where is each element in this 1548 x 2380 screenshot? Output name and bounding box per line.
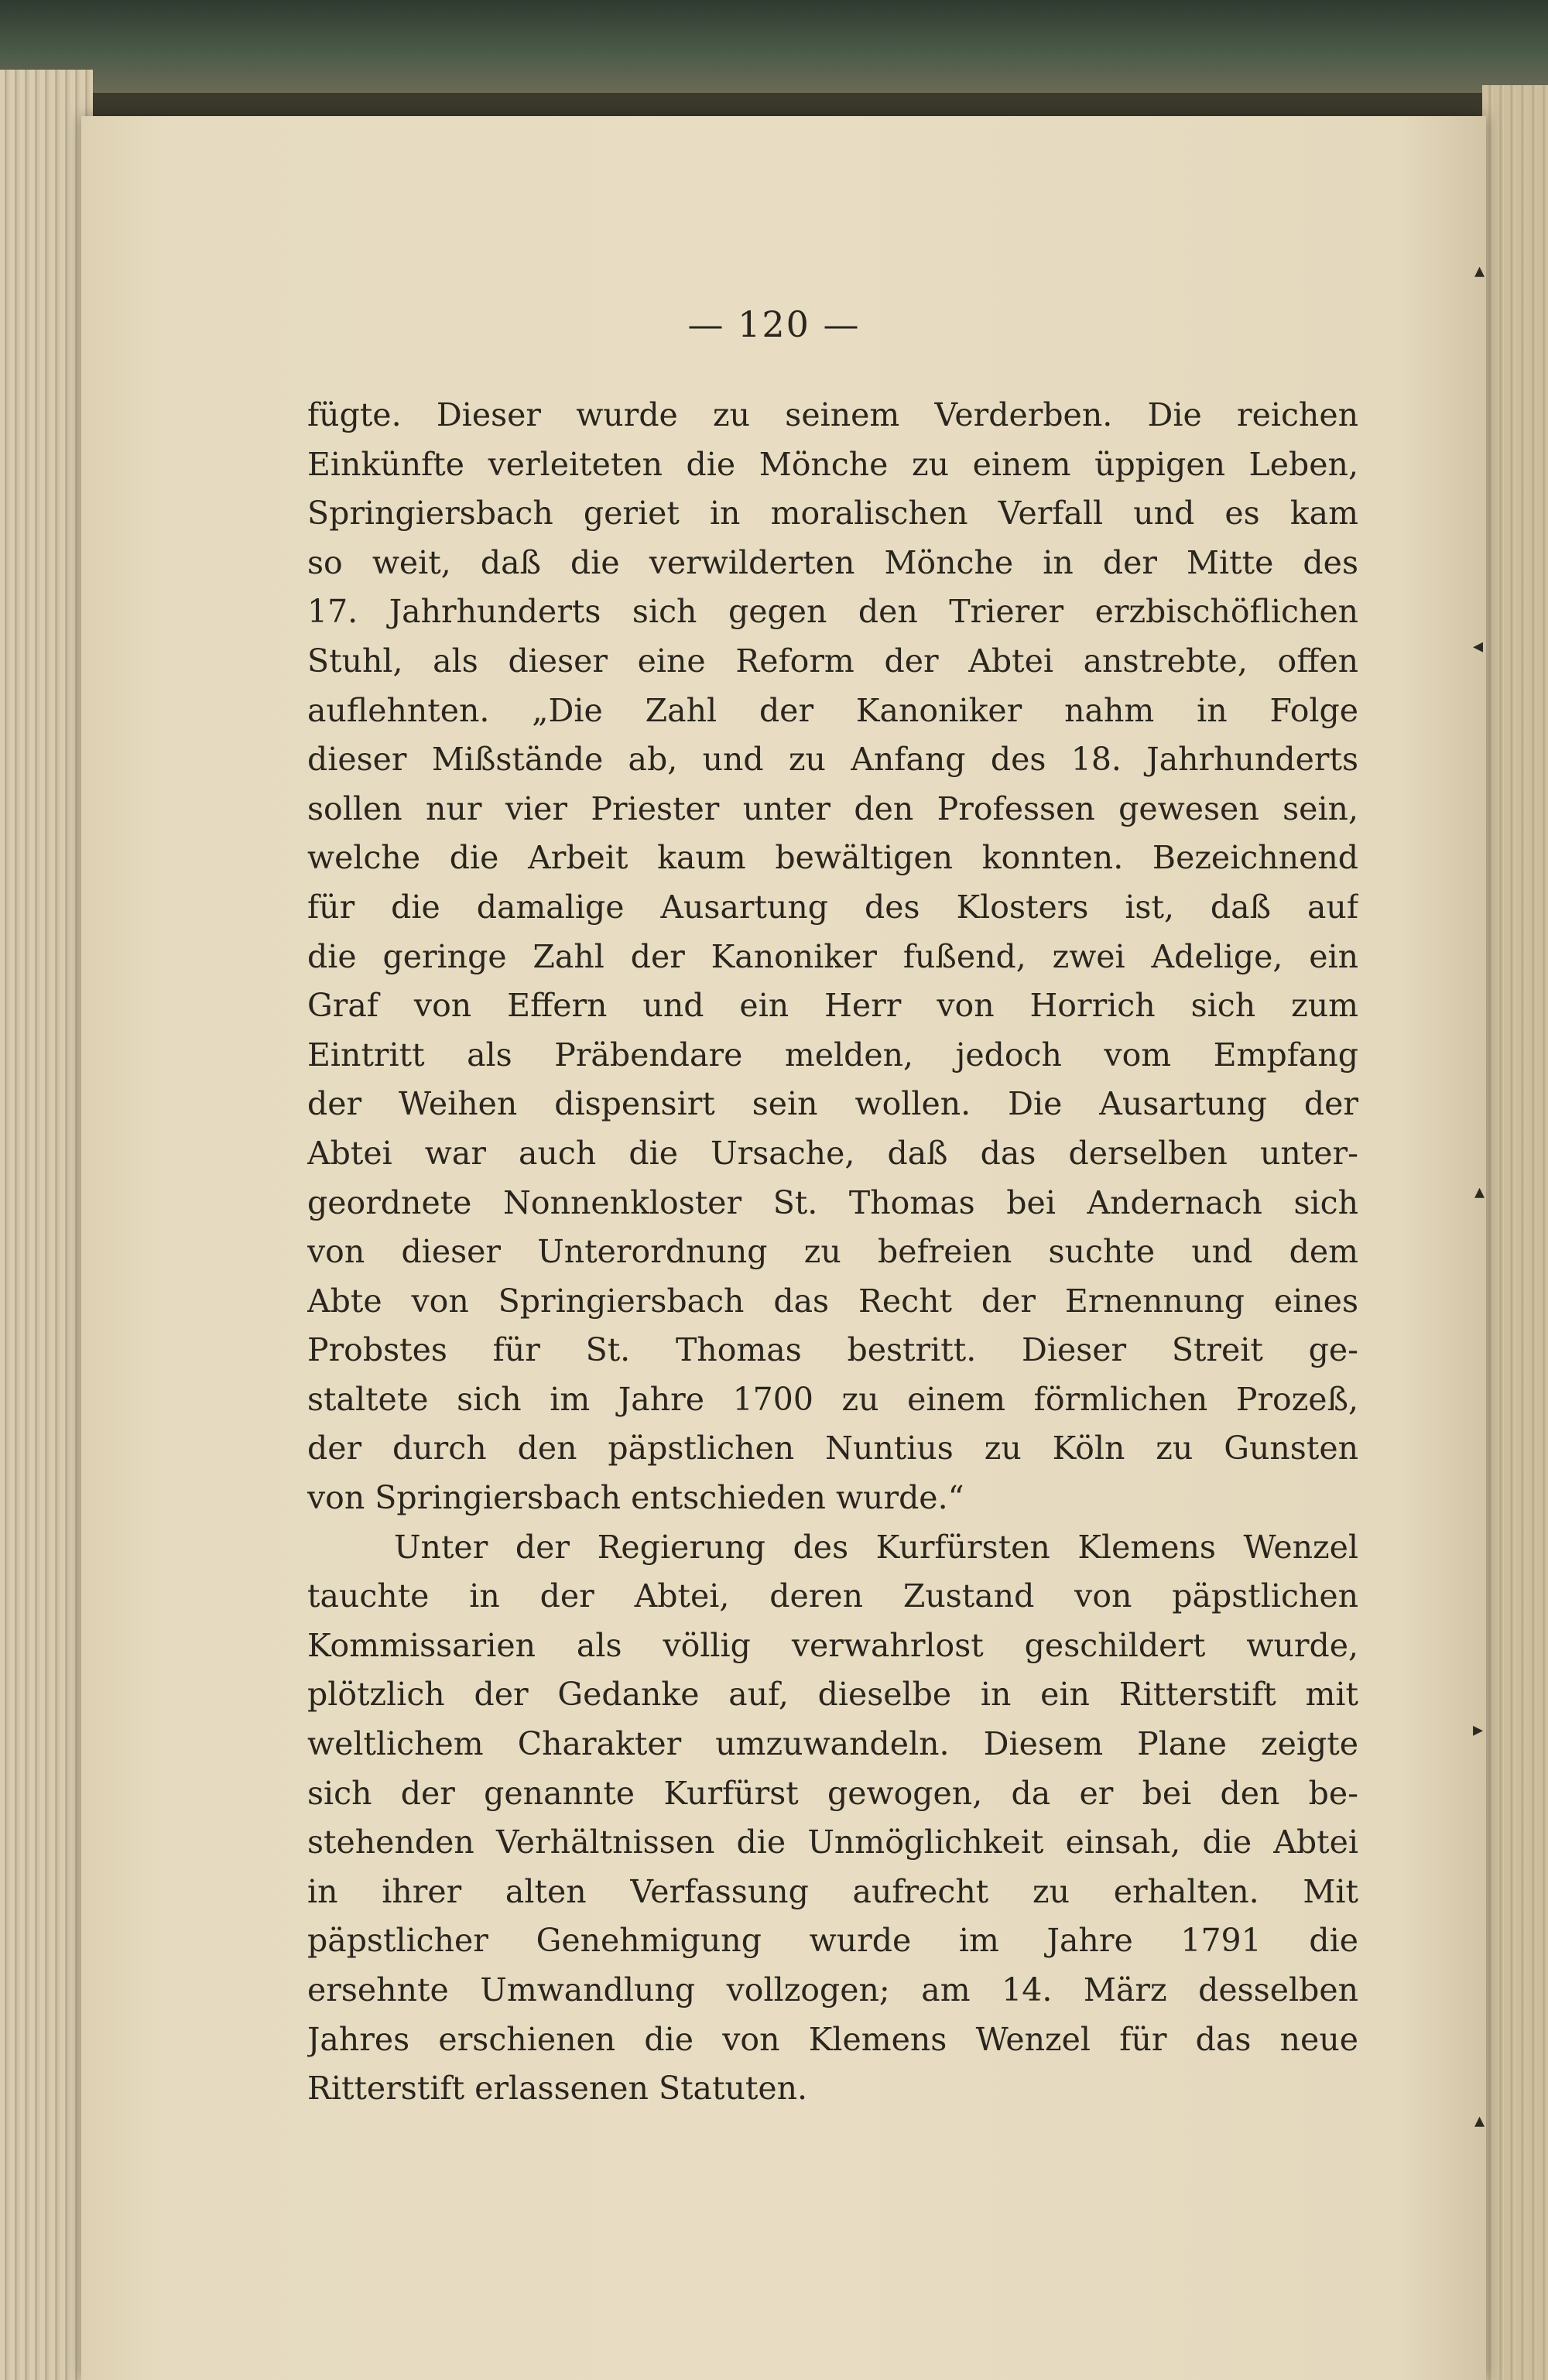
book-cover-edge bbox=[0, 0, 1548, 93]
text-line: 17. Jahrhunderts sich gegen den Trierer erzbischöflichen bbox=[307, 593, 1358, 631]
text-line: der Weihen dispensirt sein wollen. Die Ausartung der bbox=[307, 1085, 1358, 1123]
text-line: Kommissarien als völlig verwahrlost geschildert wurde, bbox=[307, 1626, 1358, 1664]
text-line: päpstlicher Genehmigung wurde im Jahre 1791 die bbox=[307, 1922, 1358, 1960]
text-line: Probstes für St. Thomas bestritt. Dieser Streit ge- bbox=[307, 1331, 1358, 1369]
text-line: Stuhl, als dieser eine Reform der Abtei anstrebte, offen bbox=[307, 642, 1358, 680]
text-line: sich der genannte Kurfürst gewogen, da er bei den be- bbox=[307, 1774, 1358, 1812]
text-line: von dieser Unterordnung zu befreien suchte und dem bbox=[307, 1233, 1358, 1271]
text-line: ersehnte Umwandlung vollzogen; am 14. März desselben bbox=[307, 1971, 1358, 2008]
left-page-edges bbox=[0, 70, 93, 2380]
text-line: Jahres erschienen die von Klemens Wenzel für das neue bbox=[307, 2020, 1358, 2058]
text-line: Einkünfte verleiteten die Mönche zu einem üppigen Leben, bbox=[307, 445, 1358, 483]
page-number: — 120 — bbox=[687, 303, 861, 345]
text-line: der durch den päpstlichen Nuntius zu Köln zu Gunsten bbox=[307, 1430, 1358, 1467]
text-line: die geringe Zahl der Kanoniker fußend, zwei Adelige, ein bbox=[307, 937, 1358, 975]
text-line: Unter der Regierung des Kurfürsten Klemens Wenzel bbox=[394, 1528, 1358, 1566]
text-line: staltete sich im Jahre 1700 zu einem förmlichen Prozeß, bbox=[307, 1380, 1358, 1418]
text-line: dieser Mißstände ab, und zu Anfang des 18. Jahrhunderts bbox=[307, 741, 1358, 779]
text-line: Abte von Springiersbach das Recht der Ernennung eines bbox=[307, 1282, 1358, 1320]
text-line: in ihrer alten Verfassung aufrecht zu erhalten. Mit bbox=[307, 1872, 1358, 1910]
text-line: von Springiersbach entschieden wurde.“ bbox=[307, 1479, 964, 1517]
margin-mark-4: ▸ bbox=[1473, 1718, 1484, 1741]
text-line: Springiersbach geriet in moralischen Verfall und es kam bbox=[307, 495, 1358, 533]
text-line: sollen nur vier Priester unter den Professen gewesen sein, bbox=[307, 789, 1358, 827]
text-line: Abtei war auch die Ursache, daß das derselben unter- bbox=[307, 1134, 1358, 1172]
margin-mark-1: ▴ bbox=[1474, 259, 1485, 283]
text-line: stehenden Verhältnissen die Unmöglichkeit einsah, die Abtei bbox=[307, 1824, 1358, 1861]
margin-mark-3: ▴ bbox=[1474, 1180, 1485, 1204]
text-line: plötzlich der Gedanke auf, dieselbe in ein Ritterstift mit bbox=[307, 1676, 1358, 1714]
text-line: fügte. Dieser wurde zu seinem Verderben. Die reichen bbox=[307, 396, 1358, 433]
text-line: welche die Arbeit kaum bewältigen konnten. Bezeichnend bbox=[307, 839, 1358, 877]
text-line: so weit, daß die verwilderten Mönche in der Mitte des bbox=[307, 543, 1358, 581]
text-line: weltlichem Charakter umzuwandeln. Diesem Plane zeigte bbox=[307, 1725, 1358, 1763]
body-text bbox=[307, 391, 1358, 2114]
right-page-edges bbox=[1482, 85, 1548, 2380]
text-line: für die damalige Ausartung des Klosters ist, daß auf bbox=[307, 888, 1358, 926]
text-line: auflehnten. „Die Zahl der Kanoniker nahm in Folge bbox=[307, 691, 1358, 729]
margin-mark-5: ▴ bbox=[1474, 2109, 1485, 2132]
margin-mark-2: ◂ bbox=[1473, 635, 1484, 658]
text-line: Ritterstift erlassenen Statuten. bbox=[307, 2070, 808, 2108]
text-line: Graf von Effern und ein Herr von Horrich sich zum bbox=[307, 987, 1358, 1025]
text-line: Eintritt als Präbendare melden, jedoch vom Empfang bbox=[307, 1036, 1358, 1074]
text-line: tauchte in der Abtei, deren Zustand von päpstlichen bbox=[307, 1577, 1358, 1615]
text-line: geordnete Nonnenkloster St. Thomas bei Andernach sich bbox=[307, 1183, 1358, 1221]
